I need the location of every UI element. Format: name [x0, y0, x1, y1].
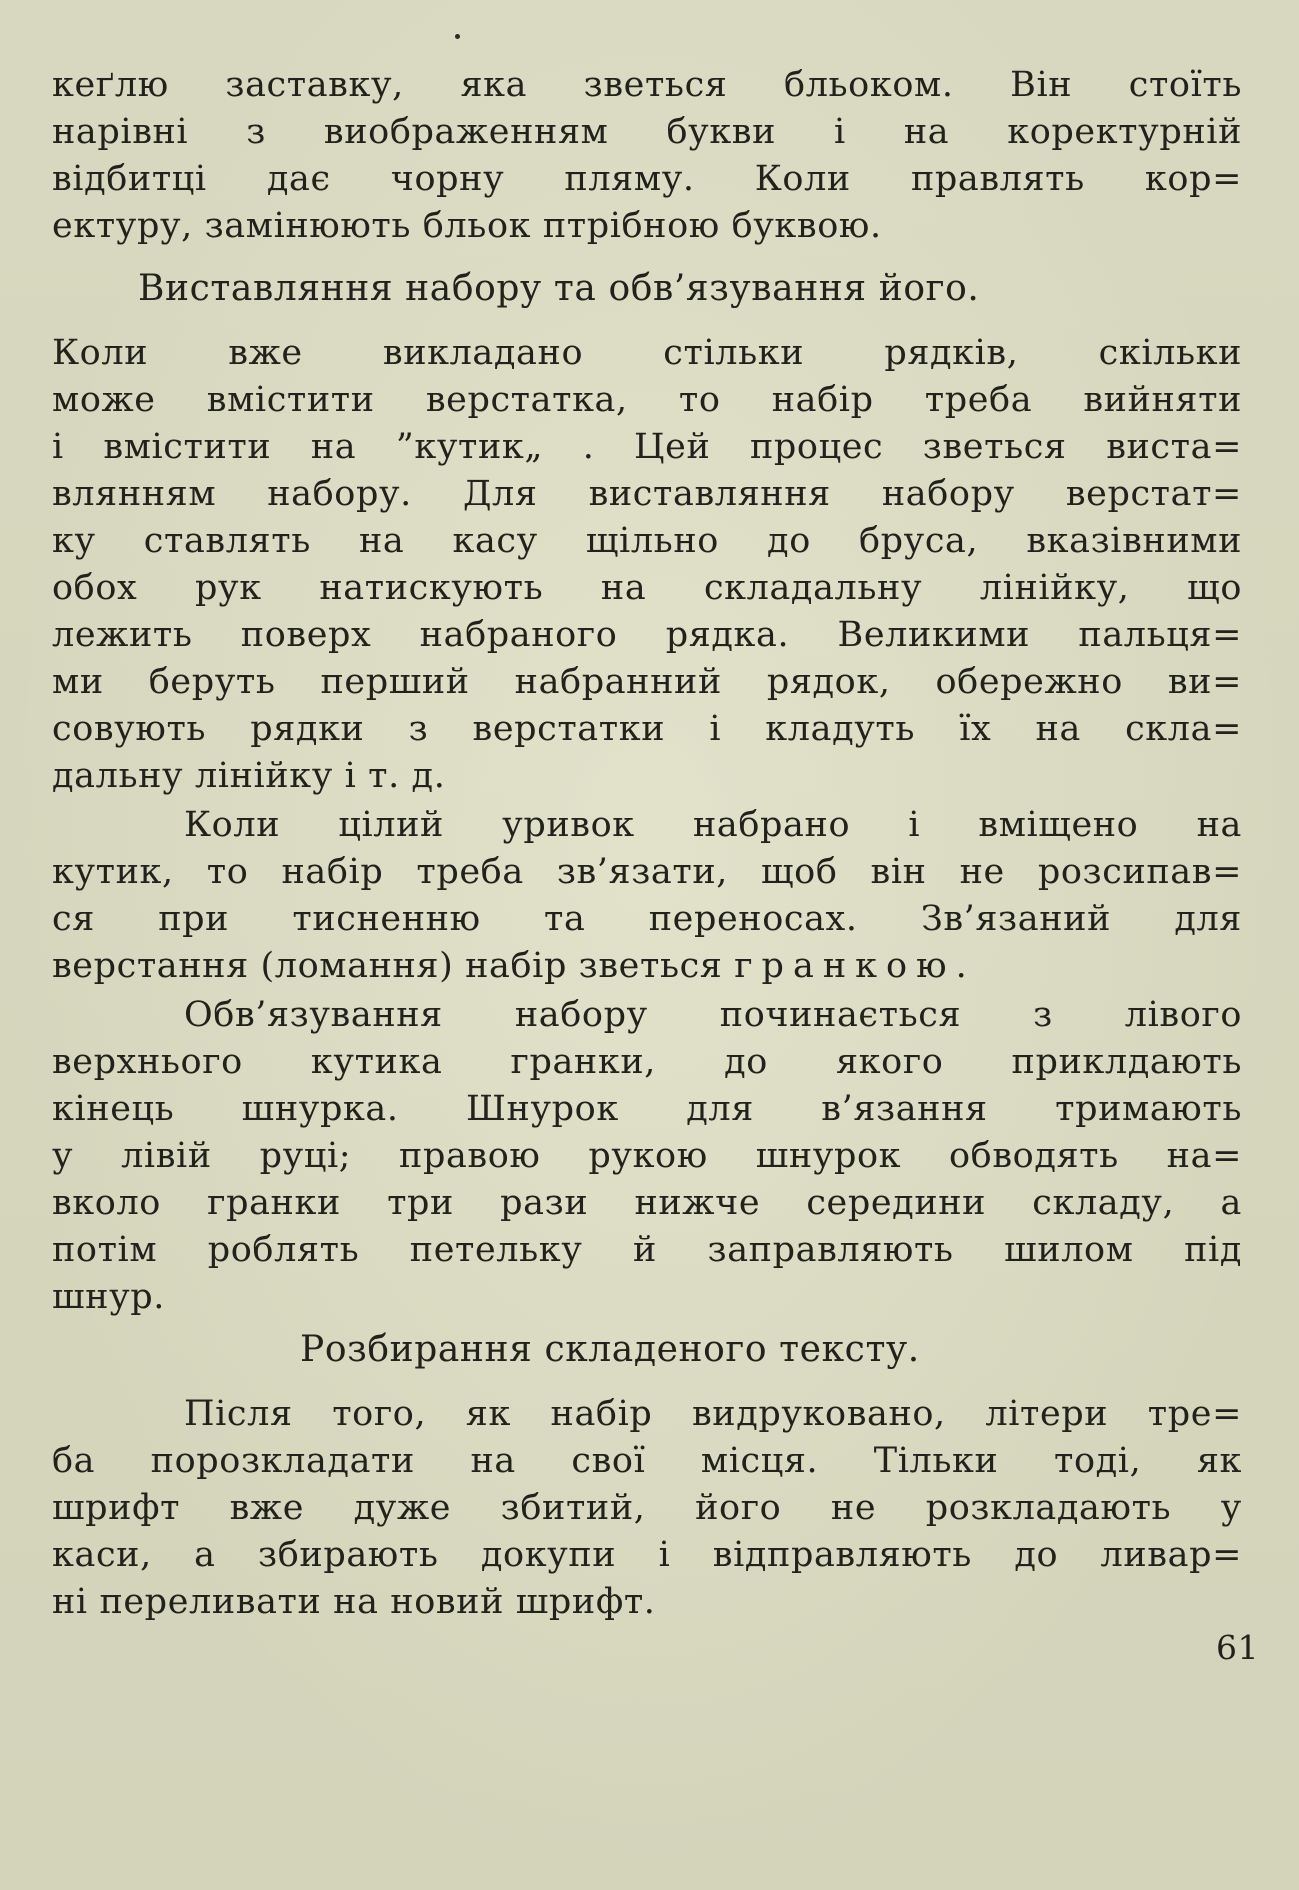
text-line: кутик, то набір треба зв’язати, щоб він не розсипав=: [52, 852, 1242, 892]
text-line: Після того, як набір видруковано, літери тре=: [184, 1394, 1242, 1434]
text-line: кеґлю заставку, яка зветься бльоком. Він стоїть: [52, 65, 1242, 105]
text-line: може вмістити верстатка, то набір треба вийняти: [52, 380, 1242, 420]
paragraph-vystavliannia: [52, 330, 1242, 800]
section-heading-rozbyrannia: Розбирання складеного тексту.: [300, 1329, 920, 1370]
text-line: верхнього кутика гранки, до якого приклдають: [52, 1042, 1242, 1082]
paragraph-obviazuvannia: [52, 992, 1242, 1321]
text-fragment: .: [955, 946, 968, 986]
text-line: каси, а збирають докупи і відправляють до ливар=: [52, 1535, 1242, 1575]
text-line: кінець шнурка. Шнурок для в’язання тримають: [52, 1089, 1242, 1129]
section-heading-vystavliannia: Виставляння набору та обв’язування його.: [138, 268, 980, 309]
paragraph-hranka: [52, 802, 1242, 990]
text-line: ся при тисненню та переносах. Зв’язаний для: [52, 899, 1242, 939]
text-line: ектуру, замінюють бльок птрібною буквою.: [52, 206, 882, 246]
text-line: [52, 943, 1242, 990]
text-line: лежить поверх набраного рядка. Великими пальця=: [52, 615, 1242, 655]
text-line: ба порозкладати на свої місця. Тільки тоді, як: [52, 1441, 1242, 1481]
text-line: вколо гранки три рази нижче середини складу, а: [52, 1183, 1242, 1223]
text-line: влянням набору. Для виставляння набору верстат=: [52, 474, 1242, 514]
text-line: Коли цілий уривок набрано і вміщено на: [184, 805, 1242, 845]
print-speck: [455, 34, 460, 39]
text-line: обох рук натискують на складальну лінійку, що: [52, 568, 1242, 608]
emphasized-term: гранкою: [734, 946, 956, 986]
text-line: совують рядки з верстатки і кладуть їх на скла=: [52, 709, 1242, 749]
text-line: Обв’язування набору починається з лівого: [184, 995, 1242, 1035]
page-number: 61: [1216, 1628, 1259, 1667]
text-line: у лівій руці; правою рукою шнурок обводять на=: [52, 1136, 1242, 1176]
text-line: нарівні з виображенням букви і на коректурній: [52, 112, 1242, 152]
text-line: відбитці дає чорну пляму. Коли правлять кор=: [52, 159, 1242, 199]
text-line: шрифт вже дуже збитий, його не розкладають у: [52, 1488, 1242, 1528]
text-line: ми беруть перший набранний рядок, обережно ви=: [52, 662, 1242, 702]
text-line: ні переливати на новий шрифт.: [52, 1582, 656, 1622]
paragraph-bljok: [52, 62, 1242, 250]
paragraph-rozbyrannia: [52, 1391, 1242, 1626]
text-line: потім роблять петельку й заправляють шилом під: [52, 1230, 1242, 1270]
text-line: і вмістити на ”кутик„ . Цей процес зветься виста=: [52, 427, 1242, 467]
text-line: ку ставлять на касу щільно до бруса, вказівними: [52, 521, 1242, 561]
page-text: [52, 62, 1242, 1626]
text-line: дальну лінійку і т. д.: [52, 756, 446, 796]
text-line: шнур.: [52, 1277, 165, 1317]
text-fragment: верстання (ломання) набір зветься: [52, 946, 723, 986]
text-line: Коли вже викладано стільки рядків, скільки: [52, 333, 1242, 373]
